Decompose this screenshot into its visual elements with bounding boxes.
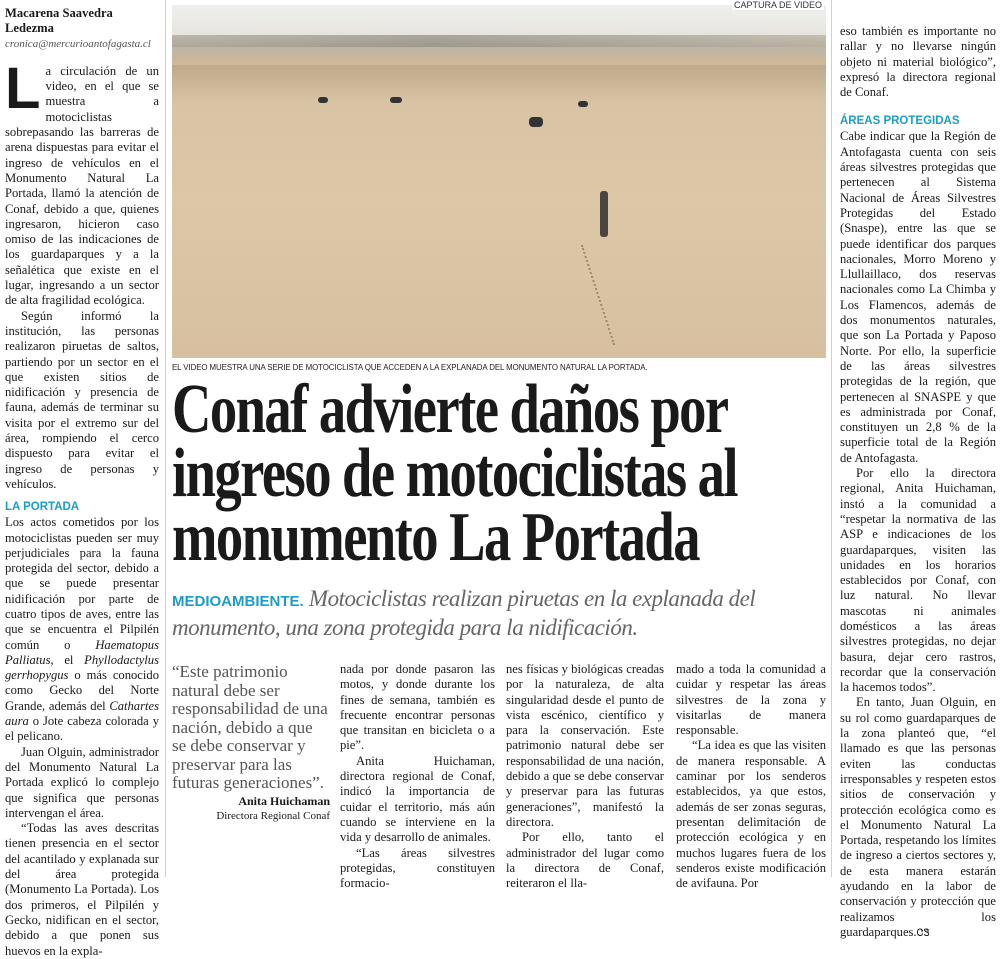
photo-credit: CAPTURA DE VIDEO: [733, 0, 822, 10]
end-mark-icon: ᏣᏕ: [916, 927, 930, 939]
photo-caption: EL VIDEO MUESTRA UNA SERIE DE MOTOCICLISTA QUE ACCEDEN A LA EXPLANADA DEL MONUMENTO NATURAL LA PORTADA.: [172, 362, 648, 372]
headline-line: monumento La Portada: [172, 499, 699, 576]
paragraph-text: En tanto, Juan Olguin, en su rol como guardaparques de la zona planteó que, “el llamado es que las personas eviten las conductas irresponsables y respeten estos sitios de conservación y protección ecológica como es el Monumento Natural La Portada, respetando los límites de ingreso a ciertos sectores y, de esta manera estarán ayudando en la labor de conservación y protección que realizamos los guardaparques.: [840, 695, 996, 939]
paragraph: “Todas las aves descritas tienen presencia en el sector del acantilado y explanada sur del área protegida (Monumento La Portada). Los dos primeros, el Pilpilén y Gecko, nidifican en el sector, debido a que ponen sus huevos en la expla-: [5, 821, 159, 958]
motorcyclist-figure: [390, 97, 402, 103]
paragraph-text: o Jote cabeza colorada y el pelicano.: [5, 714, 159, 744]
paragraph: “Las áreas silvestres protegidas, constituyen formacio-: [340, 845, 495, 891]
paragraph: mado a toda la comunidad a cuidar y respetar las áreas silvestres de la zona y visitarlas de manera responsable.: [676, 662, 826, 738]
article-column-4: [676, 662, 826, 891]
article-column-5: [840, 24, 996, 941]
deck: [172, 586, 832, 641]
motorcyclist-figure: [529, 117, 543, 127]
section-heading: ÁREAS PROTEGIDAS: [840, 115, 960, 128]
species-name: Haematopus Palliatus: [5, 637, 159, 667]
paragraph: nada por donde pasaron las motos, y donde durante los fines de semana, también es frecuente encontrar personas que transitan en bicicleta o a pie”.: [340, 662, 495, 753]
paragraph-text: a circulación de un video, en el que se muestra a motociclistas sobrepasando las barreras de arena dispuestas para evitar el ingreso de vehículos en el Monumento Natural La Portada, llamó la atención de Conaf, debido a que, quienes ingresaron, hicieron caso omiso de las indicaciones de los guardaparques y a la señalética que existe en el lugar, ingresando a un sector de alta fragilidad ecológica.: [5, 63, 159, 308]
pull-quote-name: Anita Huichaman: [238, 794, 330, 808]
paragraph: [840, 695, 996, 941]
article-column-1: [5, 6, 159, 959]
paragraph: Por ello, tanto el administrador del lugar como la directora de Conaf, reiteraron el lla-: [506, 830, 664, 891]
paragraph: nes físicas y biológicas creadas por la naturaleza, de alta singularidad desde el punto de vista escénico, científico y para la conservación. Este patrimonio natural debe ser responsabilidad de una nación, debido a que se debe conservar y preservar para las futuras generaciones”, manifestó la directora.: [506, 662, 664, 829]
author-name: Macarena Saavedra Ledezma: [5, 6, 113, 36]
paragraph: Juan Olguin, administrador del Monumento Natural La Portada explicó lo complejo que significa que personas intervengan el área.: [5, 744, 159, 820]
footprints: [581, 245, 655, 345]
horizon-hills: [172, 35, 826, 47]
headline-line: ingreso de motociclistas al: [172, 435, 737, 512]
paragraph: [5, 515, 159, 744]
species-name: Phyllodactylus gerrhopygus: [5, 652, 159, 683]
pull-quote: “Este patrimonio natural debe ser responsabilidad de una nación, debido a que se debe conservar y preservar para las futuras generaciones”.: [172, 662, 328, 792]
deck-text: Motociclistas realizan piruetas en la explanada del monumento, una zona protegida para la nidificación.: [172, 586, 756, 640]
paragraph: [5, 55, 159, 309]
paragraph: Por ello la directora regional, Anita Huichaman, instó a la comunidad a “respetar la normativa de las ASP e indicaciones de los guardaparques, visiten las unidades en los horarios establecidos por Conaf, con luz natural. No llevar mascotas ni animales domésticos a las áreas silvestres protegidas, no dejar basura, dejar cero rastros, recordar que la conservación la hacemos todos”.: [840, 466, 996, 695]
species-name: Cathartes aura: [5, 698, 159, 729]
drop-cap: L: [5, 55, 41, 121]
section-kicker: MEDIOAMBIENTE.: [172, 593, 304, 610]
article-column-2: [340, 662, 495, 891]
person-figure: [600, 191, 608, 237]
paragraph: Anita Huichaman, directora regional de Conaf, indicó la importancia de cuidar el territorio, más aún cuando se interviene en la vida y desarrollo de animales.: [340, 753, 495, 845]
paragraph: “La idea es que las visiten de manera responsable. A caminar por los senderos establecidos, ya que estos, además de ser zonas seguras, presentan delimitación de protección ecológica y en muchos lugares fuera de los senderos existe modificación de avifauna. Por: [676, 738, 826, 891]
dune-shadow: [172, 65, 826, 105]
motorcyclist-figure: [578, 101, 588, 107]
pull-quote-role: Directora Regional Conaf: [216, 810, 330, 822]
paragraph-text: o más conocido como Gecko del Norte Grande, además del: [5, 668, 159, 713]
article-column-3: [506, 662, 664, 891]
paragraph: eso también es importante no rallar y no llevarse ningún objeto ni material biológico”, expresó la directora regional de Conaf.: [840, 24, 996, 100]
headline-line: Conaf advierte daños por: [172, 371, 728, 448]
paragraph: Según informó la institución, las personas realizaron piruetas de saltos, partiendo por un sector en el que existen sitios de nidificación y presencia de fauna, además de terminar su visita por el extremo sur del área, rompiendo el cerco dispuesto para evitar el ingreso de personas y vehículos.: [5, 308, 159, 491]
column-rule: [165, 0, 166, 877]
paragraph-text: , el: [50, 652, 85, 667]
motorcyclist-figure: [318, 97, 328, 103]
paragraph-text: Los actos cometidos por los motociclistas pueden ser muy perjudiciales para la fauna protegida del sector, debido a que se puede presentar nidificación por parte de cuatro tipos de aves, entre las que se encuentra el Pilpilén común o: [5, 515, 159, 652]
author-email[interactable]: cronica@mercurioantofagasta.cl: [5, 37, 151, 50]
article-photo: [172, 5, 826, 358]
paragraph: Cabe indicar que la Región de Antofagasta cuenta con seis áreas silvestres protegidas que pertenecen al Sistema Nacional de Áreas Silvestres Protegidas del Estado (Snaspe), entre las que se puede identificar dos parques nacionales, Morro Moreno y Llullaillaco, dos reservas nacionales como La Chimba y Los Flamencos, además de dos monumentos naturales, que son La Portada y Paposo Norte. Por ello, la superficie de las áreas silvestres protegidas de la región, que pertenecen al SNASPE y que es administrada por Conaf, constituyen un 2,8 % de la superficie total de la Región de Antofagasta.: [840, 129, 996, 465]
section-heading: LA PORTADA: [5, 501, 80, 514]
